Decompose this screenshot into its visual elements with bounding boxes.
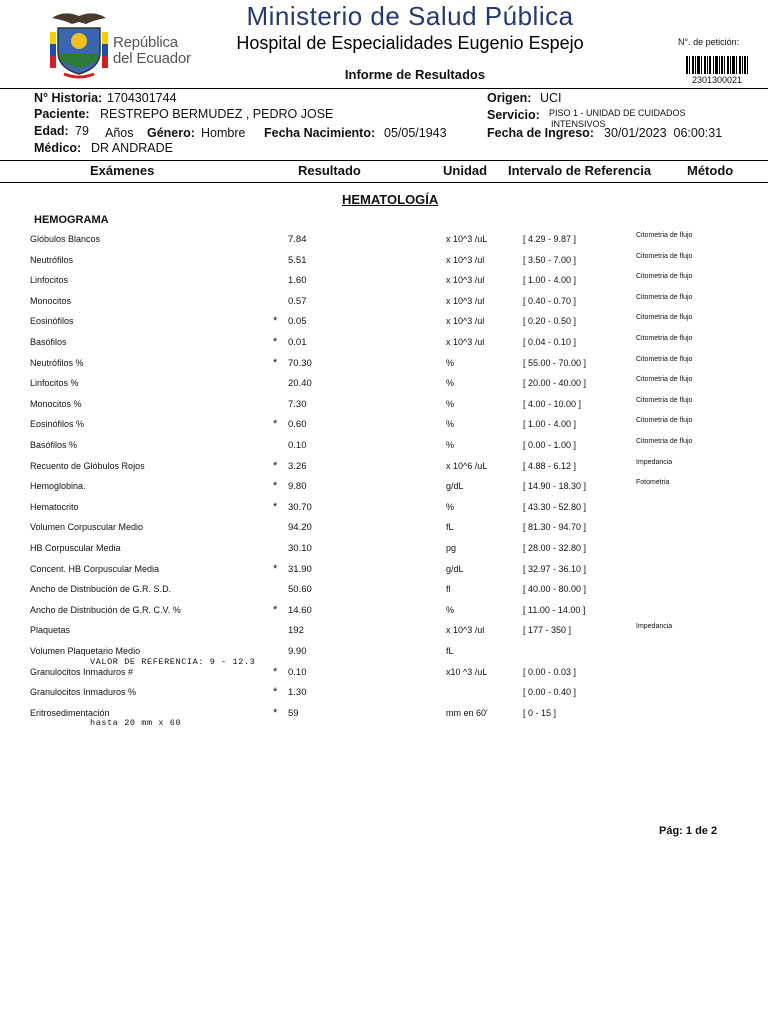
reference-interval: [ 4.88 - 6.12 ] (523, 460, 577, 471)
method: Citometria de flujo (636, 355, 693, 363)
unit: % (446, 604, 455, 615)
exam-name: Volumen Corpuscular Medio (30, 522, 144, 533)
result-row (0, 481, 768, 501)
method: Citometria de flujo (636, 438, 693, 445)
exam-name: HB Corpuscular Media (30, 543, 121, 553)
info-divider (0, 160, 768, 161)
result-value: 3.26 (288, 460, 307, 472)
reference-interval: [ 43.30 - 52.80 ] (523, 501, 587, 512)
exam-name: Eosinófilos % (30, 419, 85, 430)
exam-name: Eritrosedimentación (30, 707, 110, 718)
medico-value: DR ANDRADE (91, 141, 173, 155)
ingreso-value: 30/01/2023 06:00:31 (604, 126, 723, 140)
report-title: Informe de Resultados (344, 67, 486, 82)
reference-interval: [ 28.00 - 32.80 ] (523, 543, 587, 553)
barcode-icon (686, 56, 748, 74)
result-value: 0.05 (288, 316, 307, 328)
republic-line-1: República (113, 34, 178, 51)
result-value: 1.30 (288, 687, 307, 699)
exam-name: Volumen Plaquetario Medio (30, 646, 141, 656)
reference-interval: [ 177 - 350 ] (523, 625, 572, 636)
nacimiento-label: Fecha Nacimiento: (264, 126, 376, 140)
result-value: 30.70 (288, 501, 312, 513)
abnormal-flag: * (273, 706, 278, 719)
abnormal-flag: * (273, 418, 278, 431)
method: Impedancia (636, 623, 673, 631)
reference-interval: [ 4.29 - 9.87 ] (523, 234, 577, 244)
unit: fl (446, 584, 451, 595)
unit: x 10^3 /ul (446, 316, 485, 327)
reference-interval: [ 1.00 - 4.00 ] (523, 419, 577, 430)
result-value: 0.60 (288, 419, 307, 431)
origen-label: Origen: (487, 91, 532, 105)
method: Citometria de flujo (636, 396, 693, 404)
reference-interval: [ 11.00 - 14.00 ] (523, 604, 586, 615)
genero-value: Hombre (201, 126, 246, 140)
column-header-metodo: Método (687, 163, 734, 178)
reference-interval: [ 20.00 - 40.00 ] (523, 378, 587, 389)
abnormal-flag: * (273, 459, 278, 472)
reference-interval: [ 0.00 - 1.00 ] (523, 440, 577, 450)
unit: % (446, 501, 455, 512)
origen-value: UCI (540, 91, 562, 105)
result-row (0, 522, 768, 542)
result-row (0, 293, 768, 316)
abnormal-flag: * (273, 336, 278, 348)
result-row (0, 625, 768, 645)
result-row (0, 543, 768, 563)
abnormal-flag: * (273, 315, 278, 328)
unit: x 10^3 /ul (446, 295, 485, 306)
column-header-intervalo: Intervalo de Referencia (508, 163, 652, 178)
method: Citometria de flujo (636, 314, 693, 322)
abnormal-flag: * (273, 500, 278, 513)
result-row (0, 252, 768, 275)
result-row (0, 584, 768, 604)
method: Impedancia (636, 458, 673, 466)
unit: x10 ^3 /uL (446, 666, 488, 677)
servicio-value-line2: INTENSIVOS (551, 119, 606, 129)
method: Citometria de flujo (636, 335, 693, 342)
exam-name: Glóbulos Blancos (30, 234, 101, 244)
result-value: 7.30 (288, 398, 307, 410)
result-value: 1.60 (288, 275, 307, 287)
exam-name: Linfocitos % (30, 378, 79, 389)
reference-interval: [ 0.00 - 0.40 ] (523, 687, 577, 698)
unit: pg (446, 543, 457, 553)
result-row (0, 458, 768, 481)
method: Fotometria (636, 479, 670, 487)
result-row (0, 440, 768, 460)
exam-name: Eosinófilos (30, 316, 74, 327)
reference-interval: [ 55.00 - 70.00 ] (523, 357, 587, 368)
result-row (0, 564, 768, 584)
servicio-value-line1: PISO 1 - UNIDAD DE CUIDADOS (549, 108, 686, 118)
reference-interval: [ 0.40 - 0.70 ] (523, 295, 577, 306)
exam-name: Basófilos (30, 337, 67, 347)
exam-name: Ancho de Distribución de G.R. S.D. (30, 584, 172, 595)
result-row (0, 378, 768, 398)
reference-note: VALOR DE REFERENCIA: 9 - 12.3 (90, 657, 256, 667)
method: Citometria de flujo (636, 417, 693, 425)
nacimiento-value: 05/05/1943 (384, 126, 447, 140)
unit: mm en 60' (446, 707, 488, 718)
result-row (0, 337, 768, 357)
abnormal-flag: * (273, 665, 278, 678)
result-value: 0.10 (288, 666, 307, 678)
method: Citometria de flujo (636, 273, 693, 281)
result-value: 9.90 (288, 646, 307, 657)
result-value: 7.84 (288, 234, 307, 245)
unit: % (446, 440, 455, 450)
method: Citometria de flujo (636, 293, 693, 301)
exam-name: Granulocitos Inmaduros # (30, 666, 134, 677)
result-value: 192 (288, 625, 304, 637)
exam-name: Neutrófilos % (30, 357, 84, 368)
petition-number: 2301300021 (691, 75, 743, 85)
servicio-label: Servicio: (487, 108, 540, 122)
unit: x 10^3 /ul (446, 275, 485, 286)
abnormal-flag: * (273, 480, 278, 493)
anos-label: Años (105, 126, 134, 140)
ingreso-label: Fecha de Ingreso: (487, 126, 594, 140)
hospital-name: Hospital de Especialidades Eugenio Espejo (236, 33, 584, 53)
exam-name: Hematocrito (30, 501, 79, 512)
result-row (0, 667, 768, 687)
unit: % (446, 357, 455, 368)
exam-name: Plaquetas (30, 625, 71, 636)
result-row (0, 234, 768, 254)
unit: x 10^3 /ul (446, 625, 485, 636)
result-value: 30.10 (288, 543, 312, 554)
group-title: HEMOGRAMA (34, 214, 109, 226)
reference-note: hasta 20 mm x 60 (90, 717, 182, 728)
unit: fL (446, 646, 454, 656)
result-row (0, 708, 768, 728)
result-value: 9.80 (288, 481, 307, 493)
result-row (0, 502, 768, 522)
historia-value: 1704301744 (107, 91, 177, 105)
reference-interval: [ 3.50 - 7.00 ] (523, 254, 577, 265)
abnormal-flag: * (273, 562, 278, 575)
result-row (0, 687, 768, 707)
abnormal-flag: * (273, 356, 278, 369)
exam-name: Ancho de Distribución de G.R. C.V. % (30, 604, 181, 615)
page-number: Pág: 1 de 2 (659, 825, 718, 837)
reference-interval: [ 32.97 - 36.10 ] (523, 563, 587, 574)
columns-divider (0, 182, 768, 183)
exam-name: Monocitos (30, 295, 72, 306)
reference-interval: [ 0.04 - 0.10 ] (523, 337, 577, 347)
paciente-value: RESTREPO BERMUDEZ , PEDRO JOSE (100, 107, 334, 121)
method: Citometria de flujo (636, 252, 693, 260)
ecuador-coat-of-arms-logo (44, 8, 114, 80)
result-value: 14.60 (288, 604, 312, 616)
reference-interval: [ 4.00 - 10.00 ] (523, 398, 582, 409)
result-value: 70.30 (288, 357, 312, 369)
column-header-resultado: Resultado (298, 163, 361, 178)
reference-interval: [ 40.00 - 80.00 ] (523, 584, 587, 595)
result-row (0, 605, 768, 625)
exam-name: Monocitos % (30, 398, 82, 409)
result-value: 0.01 (288, 337, 307, 348)
reference-interval: [ 81.30 - 94.70 ] (523, 522, 587, 533)
result-row (0, 316, 768, 336)
unit: x 10^3 /ul (446, 337, 485, 347)
edad-value: 79 (75, 124, 89, 138)
column-header-unidad: Unidad (443, 163, 488, 178)
medico-label: Médico: (34, 141, 82, 155)
exam-name: Hemoglobina. (30, 481, 86, 492)
header-divider (0, 88, 768, 89)
exam-name: Linfocitos (30, 275, 69, 286)
petition-label: N°. de petición: (678, 37, 740, 47)
reference-interval: [ 1.00 - 4.00 ] (523, 275, 577, 286)
result-value: 59 (288, 707, 299, 719)
unit: x 10^3 /uL (446, 234, 488, 244)
result-value: 94.20 (288, 522, 312, 534)
result-value: 0.10 (288, 440, 307, 451)
exam-name: Neutrófilos (30, 254, 74, 265)
exam-name: Granulocitos Inmaduros % (30, 687, 137, 698)
reference-interval: [ 0.20 - 0.50 ] (523, 316, 577, 327)
column-header-examenes: Exámenes (90, 163, 155, 178)
method: Citometria de flujo (636, 376, 693, 384)
result-row (0, 419, 768, 439)
result-value: 31.90 (288, 563, 312, 575)
abnormal-flag: * (273, 686, 278, 699)
edad-label: Edad: (34, 124, 69, 138)
ministry-title: Ministerio de Salud Pública (246, 1, 574, 31)
result-row (0, 646, 768, 666)
unit: g/dL (446, 481, 464, 492)
republic-line-2: del Ecuador (113, 50, 191, 67)
genero-label: Género: (147, 126, 195, 140)
result-value: 5.51 (288, 254, 307, 266)
abnormal-flag: * (273, 603, 278, 616)
exam-name: Basófilos % (30, 440, 78, 450)
unit: fL (446, 522, 454, 533)
unit: g/dL (446, 563, 464, 574)
section-title: HEMATOLOGÍA (342, 192, 439, 207)
unit: % (446, 398, 455, 409)
result-value: 20.40 (288, 378, 312, 390)
result-row (0, 275, 768, 295)
exam-name: Recuento de Glóbulos Rojos (30, 460, 145, 471)
result-row (0, 396, 768, 419)
result-value: 0.57 (288, 295, 307, 307)
unit: x 10^3 /ul (446, 254, 485, 265)
reference-interval: [ 14.90 - 18.30 ] (523, 481, 587, 492)
unit: x 10^6 /uL (446, 460, 488, 471)
result-value: 50.60 (288, 584, 312, 596)
result-row (0, 355, 768, 378)
unit: % (446, 419, 455, 430)
reference-interval: [ 0 - 15 ] (523, 707, 557, 718)
reference-interval: [ 0.00 - 0.03 ] (523, 666, 577, 677)
unit: % (446, 378, 455, 389)
historia-label: N° Historia: (34, 91, 103, 105)
method: Citometria de flujo (636, 232, 693, 239)
paciente-label: Paciente: (34, 107, 90, 121)
exam-name: Concent. HB Corpuscular Media (30, 563, 160, 574)
